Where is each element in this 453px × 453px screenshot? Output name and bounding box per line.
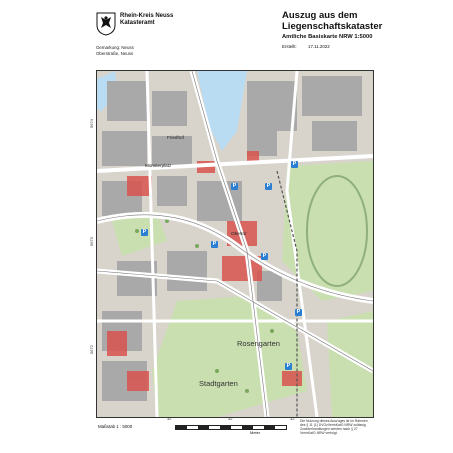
- cadastral-map[interactable]: [96, 70, 374, 418]
- label-muensterplatz: Münsterplatz: [145, 163, 172, 168]
- organization-name: [120, 13, 173, 27]
- parking-icon[interactable]: P: [212, 241, 217, 247]
- parking-icon[interactable]: P: [142, 229, 147, 235]
- location-info: [96, 45, 134, 56]
- coord-left-3: 5672: [89, 345, 94, 354]
- label-rosengarten: Rosengarten: [237, 339, 280, 348]
- parking-icon[interactable]: P: [232, 183, 237, 189]
- label-stadtgarten: Stadtgarten: [199, 379, 238, 388]
- scale-bar: [175, 425, 287, 430]
- created-label: Erstellt:: [282, 44, 297, 49]
- title-line-2: Liegenschaftskataster: [282, 21, 383, 32]
- scale-unit: Meter: [250, 430, 261, 435]
- coord-bottom-2: 32: [228, 416, 233, 421]
- parking-icon[interactable]: P: [286, 363, 291, 369]
- page-subtitle: Amtliche Basiskarte NRW 1:5000: [282, 34, 373, 40]
- parking-icon[interactable]: P: [292, 161, 297, 167]
- scale-label: Maßstab 1 : 5000: [98, 424, 133, 429]
- coord-left-2: 5673: [89, 237, 94, 246]
- coord-bottom-3: 32: [290, 416, 295, 421]
- loc-line-1: Gemarkung: Neuss: [96, 45, 134, 50]
- coord-left-1: 5674: [89, 119, 94, 128]
- org-line-1: Rhein-Kreis Neuss: [120, 13, 174, 19]
- usage-disclaimer: Die Nutzung dieses Auszuges ist im Rahmen des § 11 (1) DVOzVermKatG NRW zulässig. Zuwiderhandlungen werden nach § 27 VermKatG NRW verfolgt.: [300, 419, 368, 435]
- coat-of-arms-icon: [96, 12, 116, 36]
- title-line-1: Auszug aus dem: [282, 10, 358, 21]
- label-friedhof: Friedhof: [167, 135, 184, 140]
- parking-icon[interactable]: P: [262, 253, 267, 259]
- loc-line-2: Oberstraße, Neuss: [96, 50, 134, 56]
- org-line-2: Katasteramt: [120, 20, 155, 26]
- map-drawing: [97, 71, 373, 417]
- coord-bottom-1: 32: [167, 416, 172, 421]
- page-title: [282, 10, 382, 32]
- parking-icon[interactable]: P: [296, 309, 301, 315]
- created-date: 17.11.2022: [308, 44, 330, 49]
- label-obertor: Obertor: [231, 231, 247, 236]
- parking-icon[interactable]: P: [266, 183, 271, 189]
